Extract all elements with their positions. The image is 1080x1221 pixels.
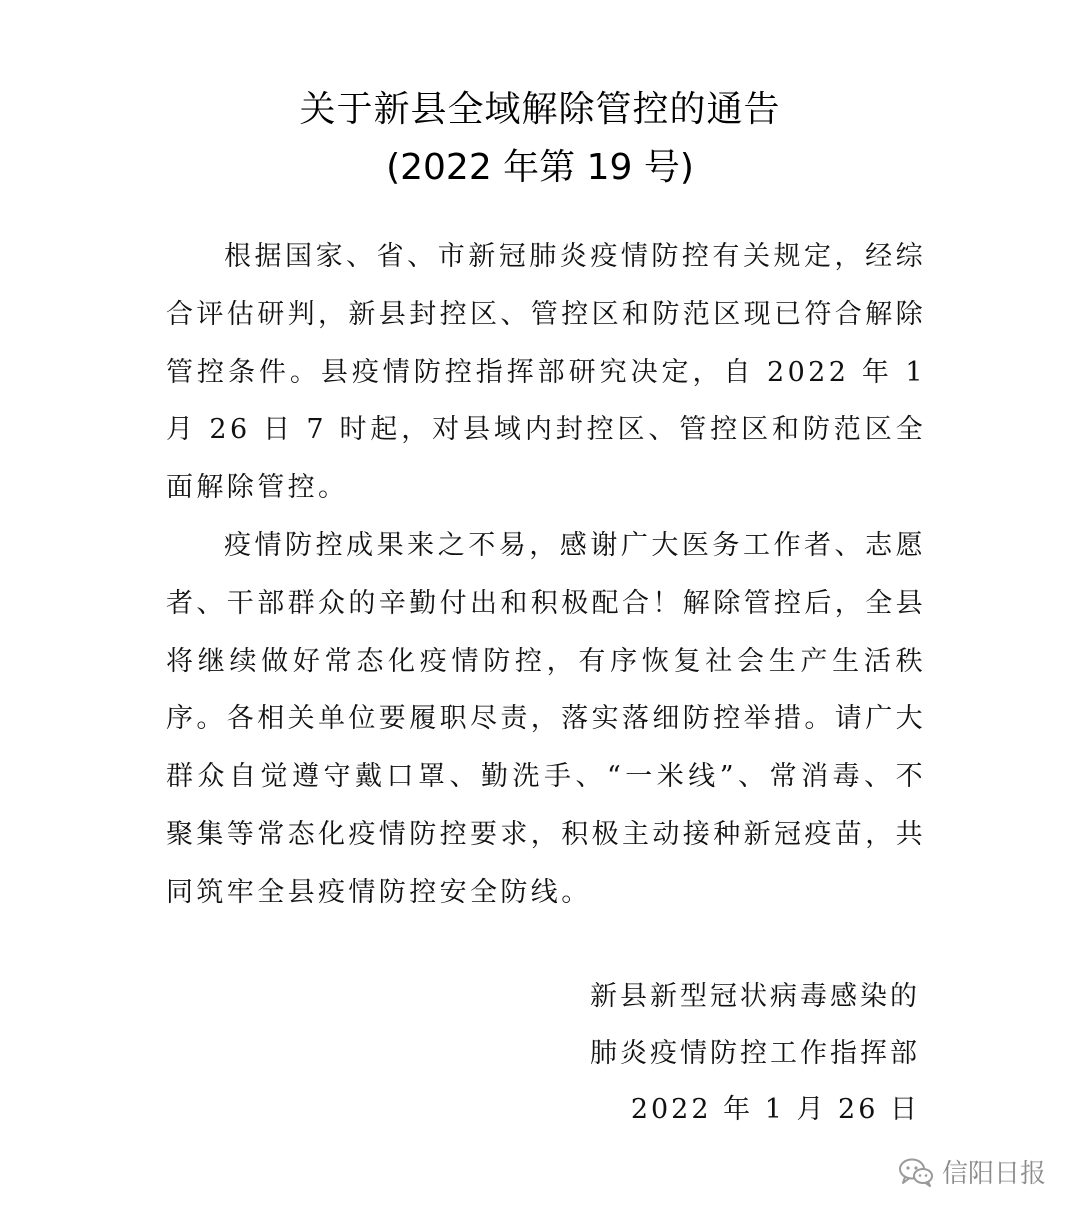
notice-paragraph-2: 疫情防控成果来之不易，感谢广大医务工作者、志愿者、干部群众的辛勤付出和积极配合！解除管控后，全县将继续做好常态化疫情防控，有序恢复社会生产生活秩序。各相关单位要履职尽责，落实落细防控举措。请广大群众自觉遵守戴口罩、勤洗手、“一米线”、常消毒、不聚集等常态化疫情防控要求，积极主动接种新冠疫苗，共同筑牢全县疫情防控安全防线。	[166, 529, 926, 908]
watermark-text: 信阳日报	[941, 1159, 1046, 1189]
source-watermark	[898, 1153, 1046, 1190]
signature-org-line2: 肺炎疫情防控工作指挥部	[590, 1038, 920, 1069]
signature-org-line1: 新县新型冠状病毒感染的	[590, 981, 920, 1012]
notice-body	[166, 228, 926, 922]
notice-title: 关于新县全域解除管控的通告	[299, 89, 781, 130]
notice-number: (2022 年第 19 号)	[386, 147, 694, 188]
notice-paragraph-1: 根据国家、省、市新冠肺炎疫情防控有关规定，经综合评估研判，新县封控区、管控区和防范区现已符合解除管控条件。县疫情防控指挥部研究决定，自 2022 年 1 月 26 日 7 时起，对县域内封控区、管控区和防范区全面解除管控。	[166, 241, 926, 504]
wechat-icon	[898, 1157, 934, 1187]
signature-date: 2022 年 1 月 26 日	[630, 1094, 920, 1125]
